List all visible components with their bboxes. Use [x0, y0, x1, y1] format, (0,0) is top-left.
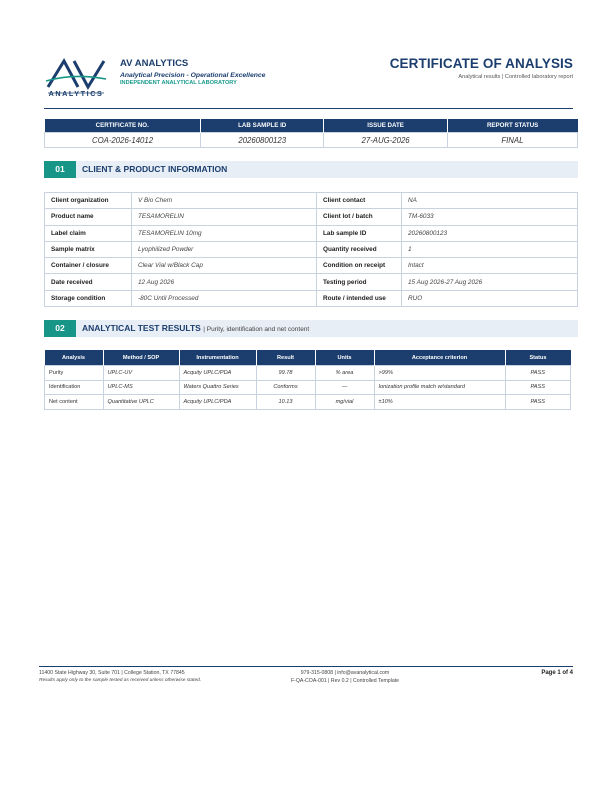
info-label: Label claim: [45, 225, 132, 241]
report-status: FINAL: [447, 133, 577, 148]
results-cell: Waters Quattro Series: [179, 380, 256, 395]
info-value: 1: [402, 241, 578, 257]
section-header-client: [44, 161, 578, 178]
results-row: [45, 366, 571, 381]
results-cell: Identification: [45, 380, 104, 395]
logo-wordmark: ANALYTICS: [48, 89, 104, 98]
results-header: Status: [505, 350, 571, 366]
results-cell: Acquity UPLC/PDA: [179, 366, 256, 381]
footer-left: [39, 670, 201, 683]
lab-address: 11400 State Highway 30, Suite 701 | College Station, TX 77845: [39, 670, 185, 676]
results-cell: PASS: [505, 395, 571, 410]
results-row: [45, 395, 571, 410]
client-info-table: [44, 192, 578, 307]
info-value: RUO: [402, 290, 578, 306]
results-cell: % area: [315, 366, 374, 381]
section-title: [82, 320, 309, 338]
results-cell: UPLC-UV: [103, 366, 179, 381]
results-header: Result: [256, 350, 315, 366]
certificate-number: COA-2026-14012: [45, 133, 201, 148]
info-label: Client lot / batch: [317, 209, 402, 225]
results-cell: Ionization profile match w/standard: [374, 380, 505, 395]
section-number: 01: [44, 161, 76, 178]
info-label: Sample matrix: [45, 241, 132, 257]
company-name: AV ANALYTICS: [120, 58, 189, 69]
results-table: [44, 350, 571, 410]
info-label: Client contact: [317, 193, 402, 209]
results-header: Acceptance criterion: [374, 350, 505, 366]
info-value: 15 Aug 2026-27 Aug 2026: [402, 274, 578, 290]
info-label: Condition on receipt: [317, 258, 402, 274]
info-row: [45, 290, 578, 306]
results-header: Method / SOP: [103, 350, 179, 366]
info-value: Lyophilized Powder: [132, 241, 317, 257]
results-cell: —: [315, 380, 374, 395]
results-cell: Acquity UPLC/PDA: [179, 395, 256, 410]
header-divider: [44, 108, 573, 109]
summary-header: ISSUE DATE: [324, 119, 447, 133]
info-row: [45, 241, 578, 257]
info-value: 20260800123: [402, 225, 578, 241]
section-title: CLIENT & PRODUCT INFORMATION: [82, 164, 228, 174]
results-cell: Quantitative UPLC: [103, 395, 179, 410]
results-header: Instrumentation: [179, 350, 256, 366]
lab-type: INDEPENDENT ANALYTICAL LABORATORY: [120, 80, 237, 86]
summary-header: REPORT STATUS: [447, 119, 577, 133]
results-cell: Net content: [45, 395, 104, 410]
results-header: Units: [315, 350, 374, 366]
results-cell: Conforms: [256, 380, 315, 395]
section-header-results: [44, 320, 578, 337]
section-number: 02: [44, 320, 76, 337]
lab-sample-id: 20260800123: [201, 133, 324, 148]
document-title-block: [390, 56, 573, 80]
results-cell: ±10%: [374, 395, 505, 410]
results-cell: PASS: [505, 380, 571, 395]
info-value: TESAMORELIN: [132, 209, 317, 225]
results-cell: mg/vial: [315, 395, 374, 410]
results-cell: 99.78: [256, 366, 315, 381]
info-row: [45, 193, 578, 209]
footer-disclaimer: Results apply only to the sample tested as received unless otherwise stated.: [39, 678, 202, 683]
results-header: Analysis: [45, 350, 104, 366]
section-title-text: ANALYTICAL TEST RESULTS: [82, 323, 201, 333]
info-label: Product name: [45, 209, 132, 225]
info-value: V Bio Chem: [132, 193, 317, 209]
results-cell: 10.13: [256, 395, 315, 410]
footer-divider: [39, 666, 573, 667]
document-subtitle: Analytical results | Controlled laboratory report: [458, 74, 573, 80]
template-revision: F-QA-COA-001 | Rev 0.2 | Controlled Template: [290, 678, 400, 684]
info-value: -80C Until Processed: [132, 290, 317, 306]
company-tagline: Analytical Precision - Operational Excellence: [120, 72, 266, 79]
info-label: Quantity received: [317, 241, 402, 257]
info-value: NA: [402, 193, 578, 209]
section-subtitle: | Purity, identification and net content: [203, 326, 310, 333]
info-label: Route / intended use: [317, 290, 402, 306]
info-row: [45, 274, 578, 290]
page-number: Page 1 of 4: [541, 670, 573, 676]
lab-contact: 979-315-0808 | info@avanalytical.com: [300, 670, 390, 676]
results-cell: Purity: [45, 366, 104, 381]
results-cell: >99%: [374, 366, 505, 381]
info-label: Storage condition: [45, 290, 132, 306]
info-value: TM-6033: [402, 209, 578, 225]
summary-header: LAB SAMPLE ID: [201, 119, 324, 133]
info-value: 12 Aug 2026: [132, 274, 317, 290]
company-block: [120, 58, 265, 86]
results-row: [45, 380, 571, 395]
info-value: Clear Vial w/Black Cap: [132, 258, 317, 274]
document-title: CERTIFICATE OF ANALYSIS: [389, 56, 573, 71]
footer-center: [252, 670, 438, 684]
info-label: Testing period: [317, 274, 402, 290]
info-row: [45, 225, 578, 241]
info-label: Date received: [45, 274, 132, 290]
info-label: Lab sample ID: [317, 225, 402, 241]
summary-header: CERTIFICATE NO.: [45, 119, 201, 133]
info-value: TESAMORELIN 10mg: [132, 225, 317, 241]
issue-date: 27-AUG-2026: [324, 133, 447, 148]
results-cell: UPLC-MS: [103, 380, 179, 395]
info-row: [45, 209, 578, 225]
info-value: Intact: [402, 258, 578, 274]
info-row: [45, 258, 578, 274]
results-cell: PASS: [505, 366, 571, 381]
info-label: Container / closure: [45, 258, 132, 274]
info-label: Client organization: [45, 193, 132, 209]
summary-table: [44, 119, 578, 148]
